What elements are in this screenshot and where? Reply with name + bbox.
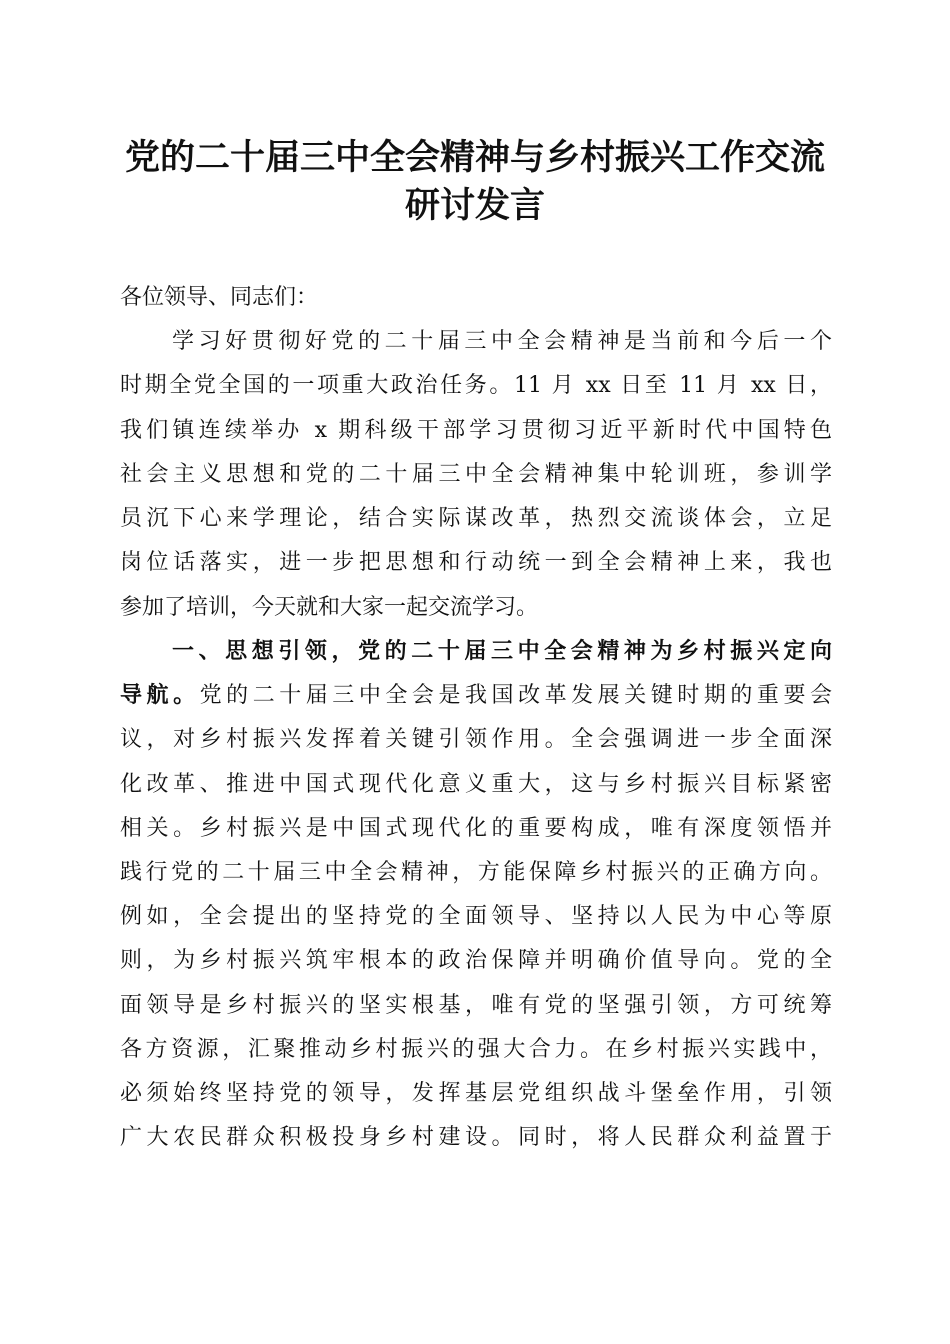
paragraph-2-line: 议，对乡村振兴发挥着关键引领作用。全会强调进一步全面深 [120,727,832,752]
paragraph-2-first-text: 党的二十届三中全会是我国改革发展关键时期的重要会 [199,683,832,708]
paragraph-2-line: 各方资源，汇聚推动乡村振兴的强大合力。在乡村振兴实践中， [120,1037,832,1062]
paragraph-2-line: 则，为乡村振兴筑牢根本的政治保障并明确价值导向。党的全 [120,948,832,973]
paragraph-1-line: 学习好贯彻好党的二十届三中全会精神是当前和今后一个 [172,329,832,354]
paragraph-2-line: 面领导是乡村振兴的坚实根基，唯有党的坚强引领，方可统筹 [120,993,832,1018]
paragraph-1-line: 时期全党全国的一项重大政治任务。11 月 xx 日至 11 月 xx 日， [120,373,832,398]
section-1-heading-end: 导航。 [120,683,200,708]
paragraph-2-line: 践行党的二十届三中全会精神，方能保障乡村振兴的正确方向。 [120,860,832,885]
paragraph-1-line: 参加了培训，今天就和大家一起交流学习。 [120,595,539,620]
paragraph-2-line: 相关。乡村振兴是中国式现代化的重要构成，唯有深度领悟并 [120,816,832,841]
greeting: 各位领导、同志们： [120,285,319,310]
section-1-heading [172,637,832,667]
document-title-line-2: 研讨发言 [404,186,545,226]
paragraph-2-line: 例如，全会提出的坚持党的全面领导、坚持以人民为中心等原 [120,904,832,929]
paragraph-2-line: 必须始终坚持党的领导，发挥基层党组织战斗堡垒作用，引领 [120,1081,832,1106]
section-1-heading-text: 一、思想引领，党的二十届三中全会精神为乡村振兴定向 [172,639,832,664]
paragraph-2-line: 广大农民群众积极投身乡村建设。同时，将人民群众利益置于 [120,1125,832,1150]
paragraph-1-line: 岗位话落实，进一步把思想和行动统一到全会精神上来，我也 [120,550,832,575]
paragraph-2-line [120,681,832,711]
paragraph-1-line: 员沉下心来学理论，结合实际谋改革，热烈交流谈体会，立足 [120,506,832,531]
paragraph-1-line: 我们镇连续举办 x 期科级干部学习贯彻习近平新时代中国特色 [120,418,832,443]
document-title-line-1: 党的二十届三中全会精神与乡村振兴工作交流 [124,138,825,178]
paragraph-1-line: 社会主义思想和党的二十届三中全会精神集中轮训班，参训学 [120,462,832,487]
paragraph-2-line: 化改革、推进中国式现代化意义重大，这与乡村振兴目标紧密 [120,772,832,797]
